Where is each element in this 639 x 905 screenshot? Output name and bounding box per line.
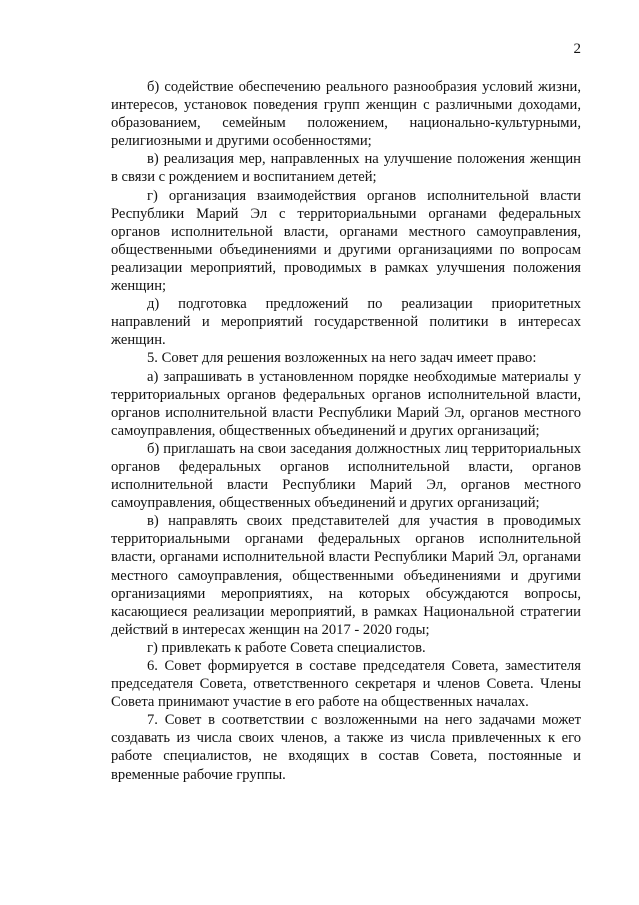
paragraph-6: 6. Совет формируется в составе председателя Совета, заместителя председателя Совета, ответственного секретаря и членов Совета. Члены Совета принимают участие в его работе на общественных началах.	[111, 658, 581, 711]
paragraph-5: 5. Совет для решения возложенных на него задач имеет право:	[147, 350, 537, 367]
paragraph-4d: д) подготовка предложений по реализации приоритетных направлений и мероприятий государственной политики в интересах женщин.	[111, 296, 581, 349]
paragraph-5a: а) запрашивать в установленном порядке необходимые материалы у территориальных органов федеральных органов исполнительной власти, органов исполнительной власти Республики Марий Эл, органов местного самоуправления, общественных объединений и других организаций;	[111, 368, 581, 439]
document-body	[111, 78, 581, 784]
paragraph-4g: г) организация взаимодействия органов исполнительной власти Республики Марий Эл с территориальными органами федеральных органов исполнительной власти, органами местного самоуправления, общественными объединениями и другими организациями по вопросам реализации мероприятий, проводимых в рамках улучшения положения женщин;	[111, 187, 581, 295]
paragraph-4v: в) реализация мер, направленных на улучшение положения женщин в связи с рождением и воспитанием детей;	[111, 151, 581, 186]
page-number: 2	[573, 41, 581, 57]
paragraph-5b: б) приглашать на свои заседания должностных лиц территориальных органов федеральных органов исполнительной власти, органов исполнительной власти Республики Марий Эл, органов местного самоуправления, общественных объединений и других организаций;	[111, 440, 581, 512]
paragraph-4b: б) содействие обеспечению реального разнообразия условий жизни, интересов, установок поведения групп женщин с различными доходами, образованием, семейным положением, национально-культурными, религиозными и другими особенностями;	[111, 79, 581, 150]
paragraph-7: 7. Совет в соответствии с возложенными на него задачами может создавать из числа своих членов, а также из числа привлеченных к его работе специалистов, не входящих в состав Совета, постоянные и временные рабочие группы.	[111, 712, 581, 783]
paragraph-5g: г) привлекать к работе Совета специалистов.	[147, 639, 426, 656]
paragraph-5v: в) направлять своих представителей для участия в проводимых территориальными органами федеральных органов исполнительной власти, органами исполнительной власти Республики Марий Эл, органами местного самоуправления, общественными объединениями и другими организациями мероприятиях, на которых обсуждаются вопросы, касающиеся реализации мероприятий, в рамках Национальной стратегии действий в интересах женщин на 2017 - 2020 годы;	[111, 513, 581, 638]
